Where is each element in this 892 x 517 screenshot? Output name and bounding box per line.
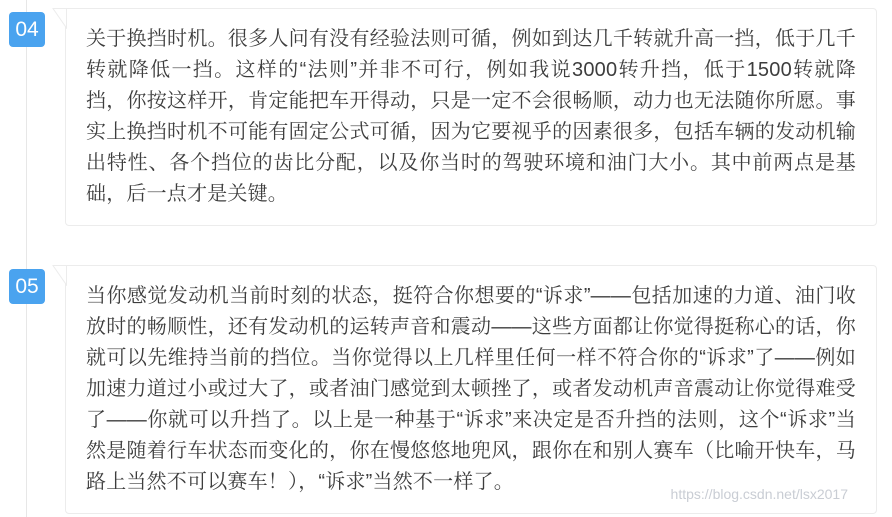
timeline-line [26,0,27,517]
step-number-badge: 05 [9,269,45,304]
step-paragraph: 关于换挡时机。很多人问有没有经验法则可循，例如到达几千转就升高一挡，低于几千转就降低一挡。这样的“法则”并非不可行，例如我说3000转升挡，低于1500转就降挡，你按这样开，肯定能把车开得动，只是一定不会很畅顺，动力也无法随你所愿。事实上换挡时机不可能有固定公式可循，因为它要视乎的因素很多，包括车辆的发动机输出特性、各个挡位的齿比分配，以及你当时的驾驶环境和油门大小。其中前两点是基础，后一点才是关键。 [86,28,856,205]
card-corner-tail-icon [52,8,67,29]
step-number-badge: 04 [9,12,45,47]
step-section-04 [15,8,877,226]
step-card [65,265,877,514]
card-corner-tail-icon [52,265,67,286]
step-card [65,8,877,226]
step-section-05 [15,265,877,514]
csdn-watermark: https://blog.csdn.net/lsx2017 [670,486,848,502]
step-paragraph: 当你感觉发动机当前时刻的状态，挺符合你想要的“诉求”——包括加速的力道、油门收放时的畅顺性，还有发动机的运转声音和震动——这些方面都让你觉得挺称心的话，你就可以先维持当前的挡位。当你觉得以上几样里任何一样不符合你的“诉求”了——例如加速力道过小或过大了，或者油门感觉到太顿挫了，或者发动机声音震动让你觉得难受了——你就可以升挡了。以上是一种基于“诉求”来决定是否升挡的法则，这个“诉求”当然是随着行车状态而变化的，你在慢悠悠地兜风，跟你在和别人赛车（比喻开快车，马路上当然不可以赛车！），“诉求”当然不一样了。 [86,285,856,493]
